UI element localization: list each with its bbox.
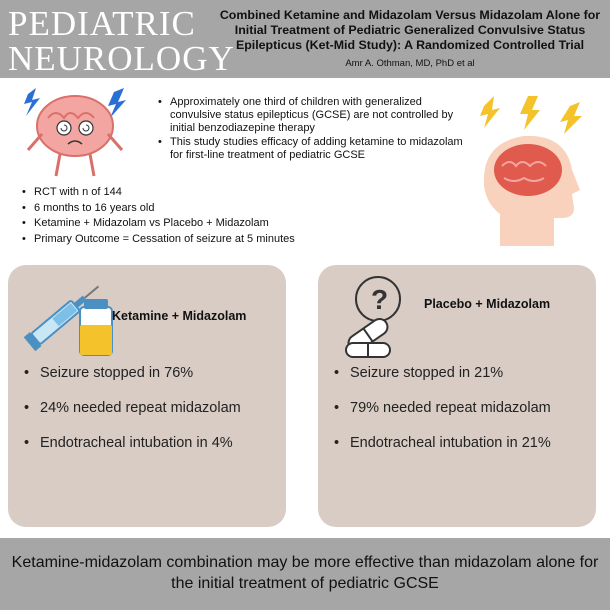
methods-bullet: • Ketamine + Midazolam vs Placebo + Midazolam — [22, 216, 362, 232]
placebo-result-item: • 79% needed repeat midazolam — [334, 398, 589, 418]
conclusion-text: Ketamine-midazolam combination may be more effective than midazolam alone for the initial treatment of pediatric GCSE — [11, 554, 599, 592]
article-authors: Amr A. Othman, MD, PhD et al — [345, 58, 475, 69]
ketamine-result-item: • Seizure stopped in 76% — [24, 363, 279, 383]
journal-logo — [8, 6, 235, 76]
ketamine-result-item: • Endotracheal intubation in 4% — [24, 433, 279, 453]
article-title: Combined Ketamine and Midazolam Versus Midazolam Alone for Initial Treatment of Pediatric Generalized Convulsive Status Epilepticus (Ket-Mid Study): A Randomized Controlled Trial — [219, 8, 601, 52]
placebo-result-item: • Endotracheal intubation in 21% — [334, 433, 589, 453]
lightning-bolt-icon — [480, 96, 500, 128]
header-banner — [0, 0, 610, 78]
placebo-arm-panel — [318, 265, 596, 527]
methods-bullet: • 6 months to 16 years old — [22, 201, 362, 217]
svg-text:?: ? — [371, 284, 389, 315]
journal-name-line1: PEDIATRIC — [8, 4, 196, 43]
background-bullet-list — [158, 96, 468, 163]
conclusion-banner — [0, 538, 610, 610]
background-bullet: • This study studies efficacy of adding ketamine to midazolam for first-line treatment of pediatric GCSE — [158, 136, 468, 162]
ketamine-arm-results — [24, 363, 279, 468]
lightning-bolt-icon — [520, 96, 540, 130]
placebo-arm-results — [334, 363, 589, 468]
ketamine-result-item: • 24% needed repeat midazolam — [24, 398, 279, 418]
methods-bullet: • RCT with n of 144 — [22, 185, 362, 201]
syringe-vial-icon — [18, 269, 118, 359]
placebo-arm-title: Placebo + Midazolam — [424, 297, 551, 311]
ketamine-arm-panel — [8, 265, 286, 527]
ketamine-arm-title: Ketamine + Midazolam — [112, 309, 247, 323]
placebo-result-item: • Seizure stopped in 21% — [334, 363, 589, 383]
journal-name-line2: NEUROLOGY — [8, 39, 235, 78]
lightning-bolt-icon — [560, 102, 582, 134]
lightning-bolt-icon — [24, 88, 40, 116]
placebo-pill-question-icon — [328, 269, 428, 359]
methods-bullet: • Primary Outcome = Cessation of seizure at 5 minutes — [22, 232, 362, 248]
background-bullet: • Approximately one third of children with generalized convulsive status epilepticus (GCSE) are not controlled by initial benzodiazepine therapy — [158, 96, 468, 135]
head-brain-lightning-icon — [470, 96, 590, 246]
confused-brain-icon — [20, 84, 130, 184]
methods-bullet-list — [22, 185, 362, 247]
